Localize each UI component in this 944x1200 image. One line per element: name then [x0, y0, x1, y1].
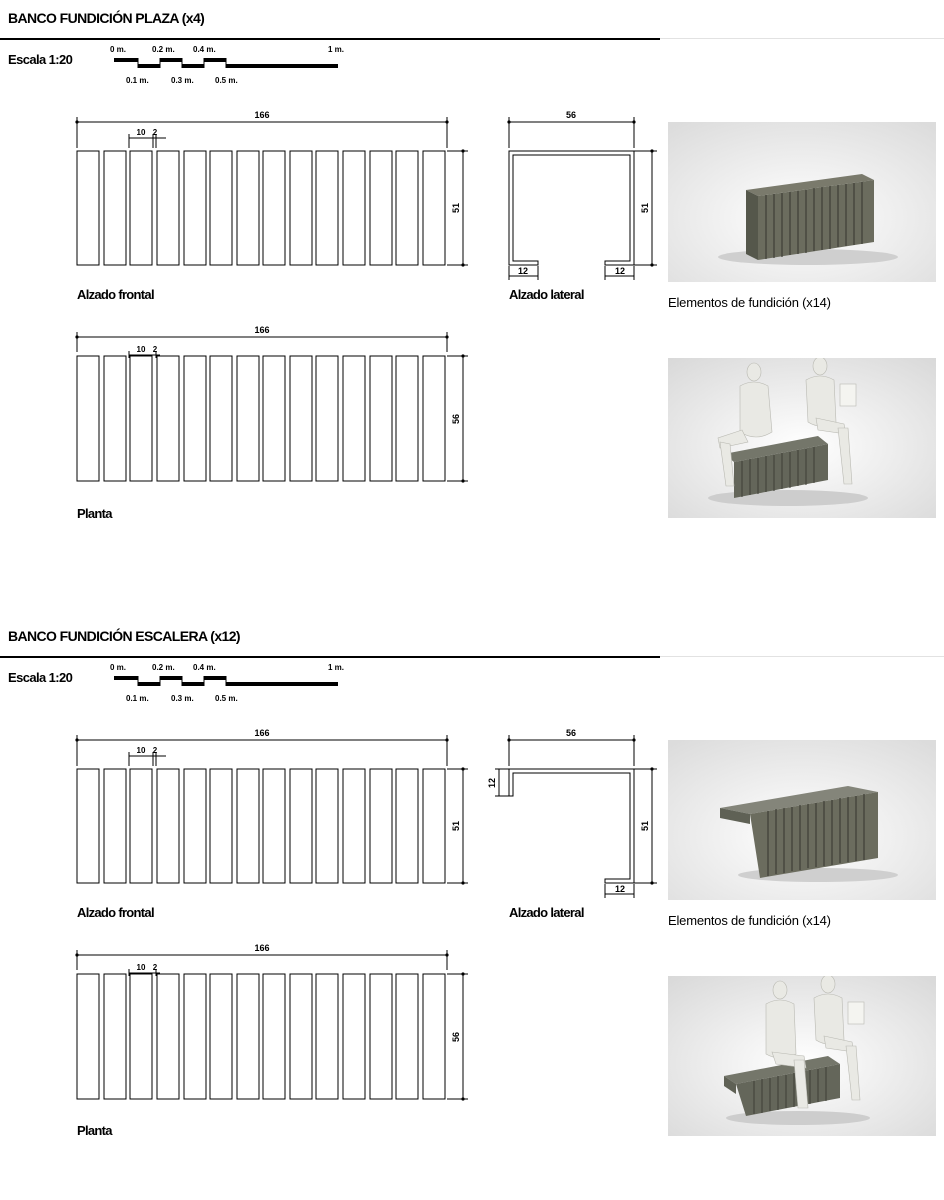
scale-tick-0: 0 m.: [110, 663, 127, 672]
front-elevation-label: Alzado frontal: [77, 287, 154, 302]
dim-front-gap: 2: [152, 128, 158, 137]
dim-front-width: 166: [254, 110, 270, 120]
dim-plan-gap: 2: [152, 345, 158, 354]
bench-render-image: [668, 740, 936, 900]
section-title: BANCO FUNDICIÓN PLAZA (x4): [8, 10, 205, 26]
section-plaza: [0, 0, 944, 560]
dim-plan-width: 166: [254, 325, 270, 335]
scale-tick-01: 0.1 m.: [126, 76, 149, 85]
dim-front-width: 166: [254, 728, 270, 738]
render-caption: Elementos de fundición (x14): [668, 913, 831, 928]
dim-front-slat: 10: [136, 746, 146, 755]
side-elevation-label: Alzado lateral: [509, 287, 584, 302]
dim-plan-depth: 56: [451, 413, 461, 425]
dim-front-slat: 10: [136, 128, 146, 137]
scale-tick-02: 0.2 m.: [152, 45, 175, 54]
scale-tick-1: 1 m.: [328, 45, 345, 54]
dim-front-height: 51: [451, 820, 461, 832]
dim-side-height: 51: [640, 202, 650, 214]
section-title: BANCO FUNDICIÓN ESCALERA (x12): [8, 628, 240, 644]
front-elevation-label: Alzado frontal: [77, 905, 154, 920]
dim-side-height: 51: [640, 820, 650, 832]
dim-plan-width: 166: [254, 943, 270, 953]
dim-side-foot-right: 12: [614, 266, 626, 276]
side-elevation: [507, 110, 657, 280]
scale-label: Escala 1:20: [8, 670, 73, 685]
scale-tick-04: 0.4 m.: [193, 45, 216, 54]
plan-view: [75, 943, 468, 1101]
bench-with-people-render-image: [668, 358, 936, 518]
dim-plan-slat: 10: [136, 345, 146, 354]
plan-label: Planta: [77, 1123, 112, 1138]
scale-tick-03: 0.3 m.: [171, 76, 194, 85]
bench-render-image: [668, 122, 936, 282]
dim-front-height: 51: [451, 202, 461, 214]
scale-tick-04: 0.4 m.: [193, 663, 216, 672]
section-escalera: [0, 618, 944, 1178]
bench-with-people-render-image: [668, 976, 936, 1136]
dim-plan-slat: 10: [136, 963, 146, 972]
plan-label: Planta: [77, 506, 112, 521]
dim-plan-depth: 56: [451, 1031, 461, 1043]
scale-tick-05: 0.5 m.: [215, 694, 238, 703]
render-caption: Elementos de fundición (x14): [668, 295, 831, 310]
dim-side-lip: 12: [487, 777, 497, 789]
dim-front-gap: 2: [152, 746, 158, 755]
scale-tick-0: 0 m.: [110, 45, 127, 54]
scale-bar: [110, 45, 344, 85]
dim-side-foot-right: 12: [614, 884, 626, 894]
side-elevation-label: Alzado lateral: [509, 905, 584, 920]
scale-tick-02: 0.2 m.: [152, 663, 175, 672]
scale-tick-05: 0.5 m.: [215, 76, 238, 85]
scale-tick-03: 0.3 m.: [171, 694, 194, 703]
dim-side-foot-left: 12: [517, 266, 529, 276]
front-elevation: [75, 110, 468, 267]
dim-plan-gap: 2: [152, 963, 158, 972]
scale-tick-1: 1 m.: [328, 663, 345, 672]
scale-tick-01: 0.1 m.: [126, 694, 149, 703]
scale-label: Escala 1:20: [8, 52, 73, 67]
scale-bar: [110, 663, 344, 703]
dim-side-width: 56: [565, 728, 577, 738]
plan-view: [75, 325, 468, 483]
side-elevation: [487, 728, 657, 898]
dim-side-width: 56: [565, 110, 577, 120]
front-elevation: [75, 728, 468, 885]
